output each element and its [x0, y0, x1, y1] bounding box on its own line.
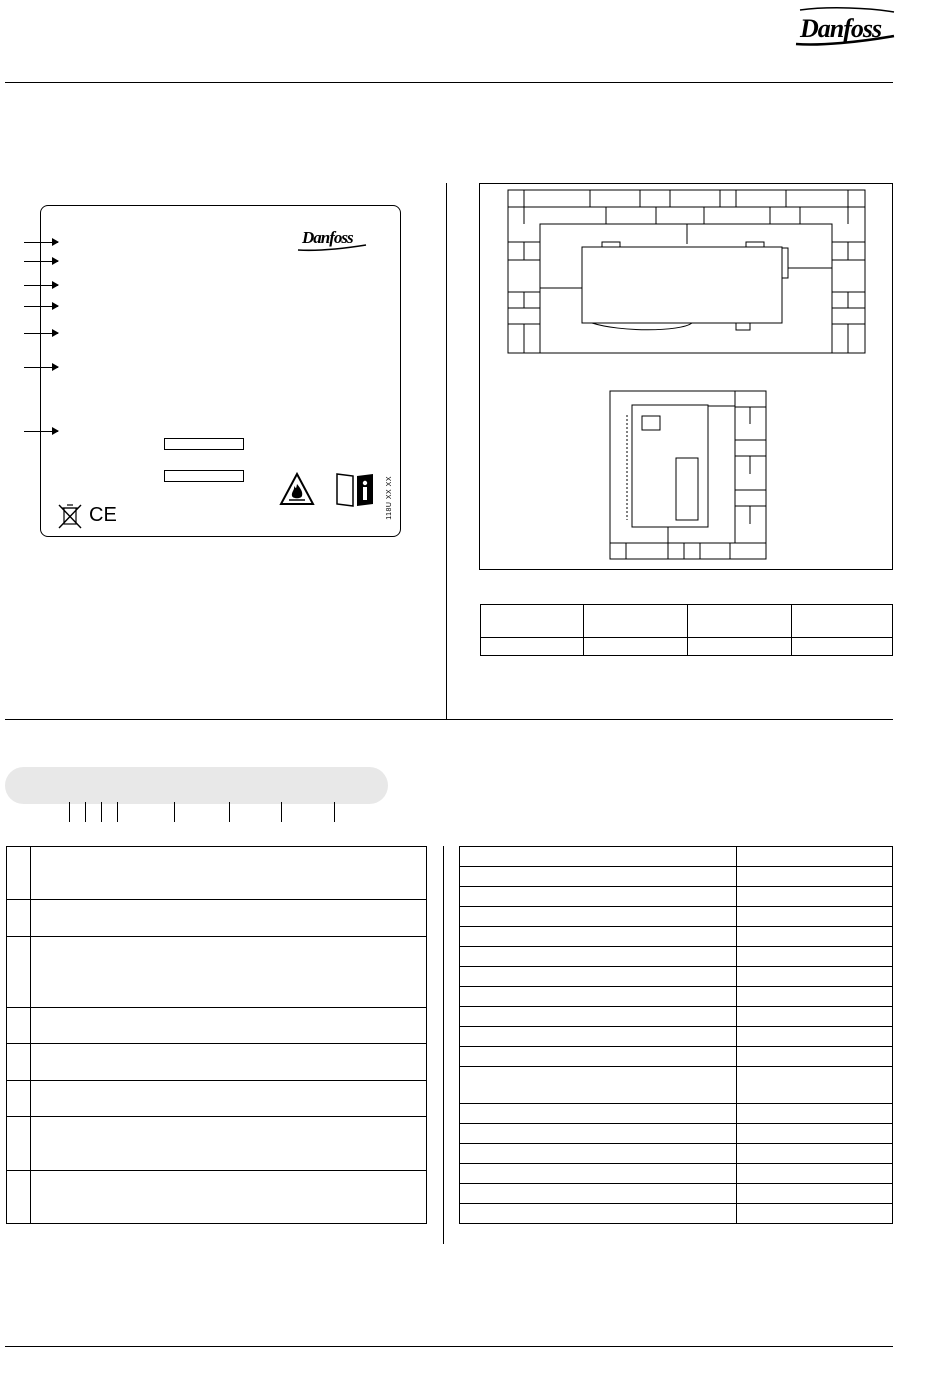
bottom-divider-vertical	[443, 846, 444, 1244]
spec-row	[460, 1007, 893, 1027]
footer-rule	[5, 1346, 893, 1347]
code-designation-pill	[5, 767, 388, 804]
spec-row	[460, 1067, 893, 1104]
clearance-drawing	[480, 184, 892, 569]
nameplate-arrow-2	[24, 261, 58, 262]
nameplate-field-2	[164, 470, 244, 482]
code-row	[7, 937, 427, 1008]
code-tick-2	[85, 802, 86, 822]
spec-row	[460, 907, 893, 927]
manual-info-icon	[333, 470, 377, 508]
nameplate-field-1	[164, 438, 244, 450]
section-rule	[5, 719, 893, 720]
clearance-table-header	[481, 605, 893, 638]
nameplate-brand: Danfoss	[302, 228, 353, 247]
spec-row	[460, 1104, 893, 1124]
header-rule	[5, 82, 893, 83]
spec-row	[460, 1144, 893, 1164]
spec-row	[460, 1124, 893, 1144]
brand-wordmark: Danfoss	[800, 14, 882, 43]
code-row	[7, 900, 427, 937]
spec-row	[460, 987, 893, 1007]
spec-row	[460, 1164, 893, 1184]
code-row	[7, 847, 427, 900]
code-tick-6	[229, 802, 230, 822]
clearance-table	[480, 604, 893, 656]
nameplate-arrow-7	[24, 431, 58, 432]
code-tick-1	[69, 802, 70, 822]
code-tick-8	[334, 802, 335, 822]
spec-row	[460, 887, 893, 907]
code-tick-5	[174, 802, 175, 822]
nameplate-logo	[296, 224, 371, 254]
flammable-warning-icon	[279, 472, 315, 506]
spec-row	[460, 847, 893, 867]
code-explanation-table	[6, 846, 427, 1224]
clearance-diagram	[479, 183, 893, 570]
spec-row	[460, 1204, 893, 1224]
nameplate-serial: 118U XX XX	[386, 476, 393, 520]
spec-row	[460, 1184, 893, 1204]
nameplate	[40, 205, 401, 537]
code-tick-3	[101, 802, 102, 822]
section-divider-vertical	[446, 183, 447, 720]
ce-mark: CE	[89, 504, 117, 526]
nameplate-arrow-5	[24, 333, 58, 334]
code-row	[7, 1044, 427, 1081]
brand-logo	[790, 2, 900, 52]
spec-row	[460, 947, 893, 967]
clearance-table-row	[481, 638, 893, 656]
nameplate-arrow-1	[24, 242, 58, 243]
code-tick-7	[281, 802, 282, 822]
nameplate-arrow-3	[24, 285, 58, 286]
code-row	[7, 1008, 427, 1044]
nameplate-arrow-6	[24, 367, 58, 368]
spec-row	[460, 927, 893, 947]
code-row	[7, 1117, 427, 1171]
spec-row	[460, 967, 893, 987]
nameplate-arrow-4	[24, 306, 58, 307]
code-tick-4	[117, 802, 118, 822]
code-row	[7, 1081, 427, 1117]
spec-row	[460, 1047, 893, 1067]
spec-row	[460, 1027, 893, 1047]
spec-table	[459, 846, 893, 1224]
weee-bin-icon	[56, 502, 84, 530]
spec-row	[460, 867, 893, 887]
code-row	[7, 1171, 427, 1224]
